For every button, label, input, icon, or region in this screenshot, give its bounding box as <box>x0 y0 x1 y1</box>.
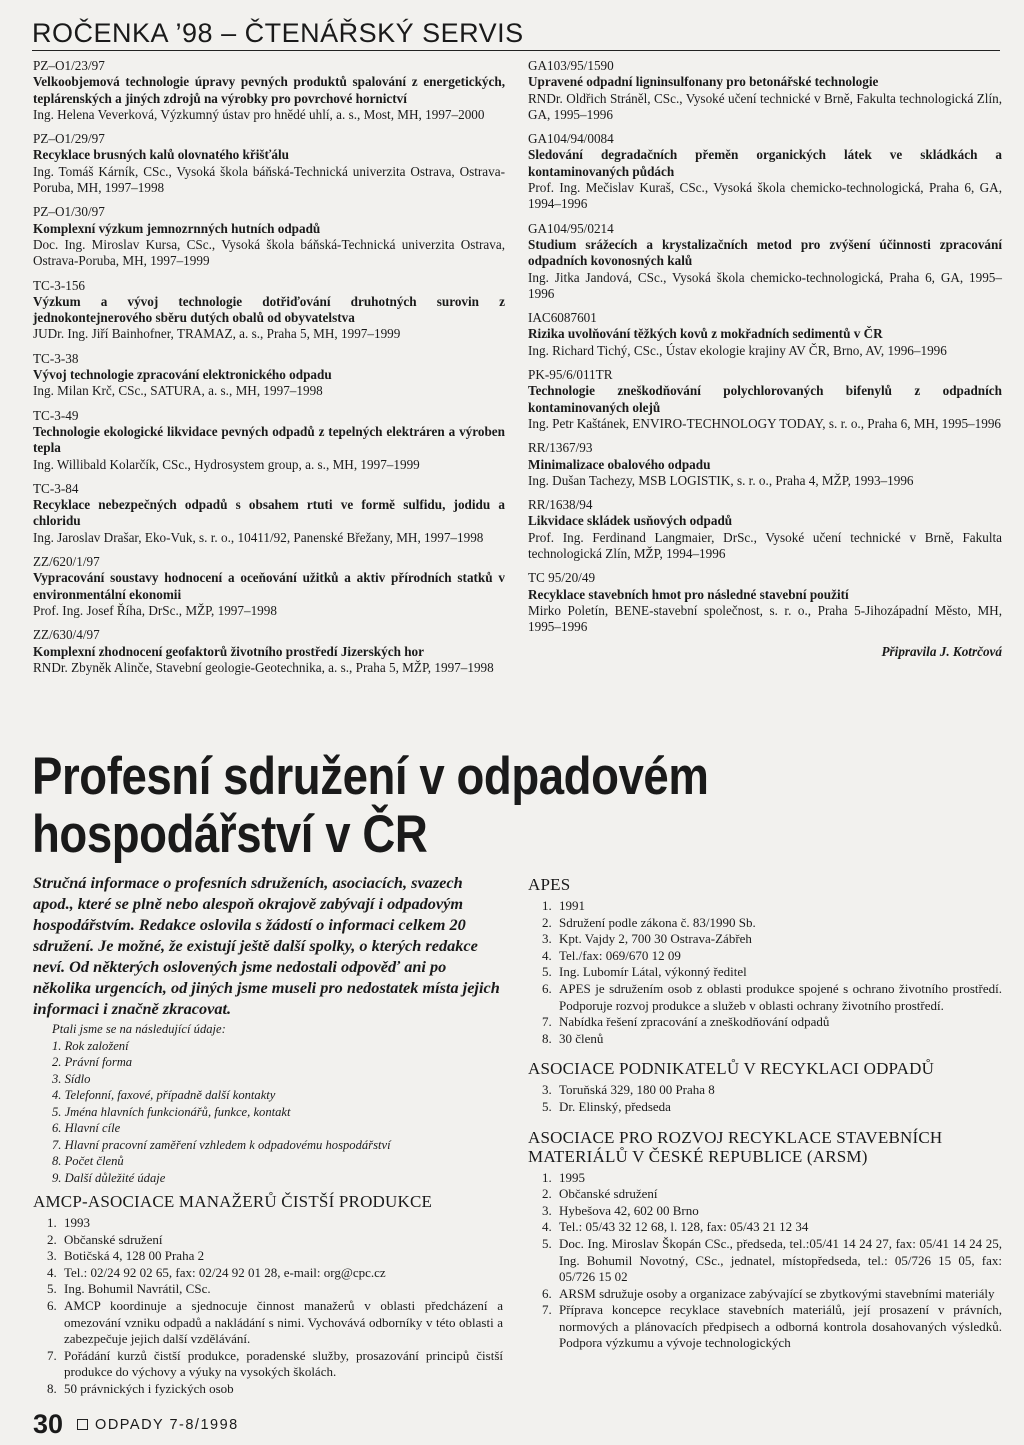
entry-title: Rizika uvolňování těžkých kovů z mokřadních sedimentů v ČR <box>528 326 883 342</box>
entry-author: Ing. Dušan Tachezy, MSB LOGISTIK, s. r. o., Praha 4, MŽP, 1993–1996 <box>528 472 914 488</box>
entry-author: Ing. Jaroslav Drašar, Eko-Vuk, s. r. o., 10411/92, Panenské Břežany, MH, 1997–1998 <box>33 529 484 545</box>
research-entry <box>528 497 1002 562</box>
org-detail: 3. Kpt. Vajdy 2, 700 30 Ostrava-Zábřeh <box>542 931 752 947</box>
entry-author: Prof. Ing. Ferdinand Langmaier, DrSc., Vysoké učení technické v Brně, Fakulta technologická Zlín, MŽP, 1994–1996 <box>528 529 1002 562</box>
question-item: 6. Hlavní cíle <box>52 1121 121 1135</box>
entry-author: Mirko Poletín, BENE-stavební společnost, s. r. o., Praha 5-Jihozápadní Město, MH, 1995–1996 <box>528 602 1002 635</box>
research-entry <box>33 131 505 196</box>
entry-title: Minimalizace obalového odpadu <box>528 456 711 472</box>
entry-code: TC-3-38 <box>33 350 79 366</box>
org-detail: 2. Sdružení podle zákona č. 83/1990 Sb. <box>542 914 756 930</box>
org-detail: 1. 1991 <box>542 898 585 913</box>
entry-title: Studium srážecích a krystalizačních metod pro zvýšení účinnosti zpracování odpadních kovonosných kalů <box>528 236 1002 269</box>
org-arsm <box>528 1128 1002 1353</box>
entry-author: Ing. Richard Tichý, CSc., Ústav ekologie krajiny AV ČR, Brno, AV, 1996–1996 <box>528 342 947 358</box>
research-entry <box>33 351 505 400</box>
entry-title: Recyklace nebezpečných odpadů s obsahem rtuti ve formě sulfidu, jodidu a chloridu <box>33 497 505 529</box>
research-entry <box>33 554 505 619</box>
entry-author: Doc. Ing. Miroslav Kursa, CSc., Vysoká škola báňská-Technická univerzita Ostrava, Ostrava-Poruba, MH, 1997–1999 <box>33 236 505 269</box>
org-detail: 7. Příprava koncepce recyklace stavebních materiálů, její prosazení v právních, normových a plánovacích předpisech a odborná kontrola dosahovaných výsledků. Podpora výzkumu a vývoje technologických <box>542 1302 1002 1351</box>
question-item: 5. Jména hlavních funkcionářů, funkce, kontakt <box>52 1104 291 1119</box>
article-headline <box>32 748 737 864</box>
question-item: 1. Rok založení <box>52 1038 129 1053</box>
entry-author: Ing. Milan Krč, CSc., SATURA, a. s., MH, 1997–1998 <box>33 383 323 399</box>
entry-title: Komplexní výzkum jemnozrnných hutních odpadů <box>33 220 321 236</box>
entry-code: TC-3-84 <box>33 480 79 496</box>
org-amcp <box>33 1192 503 1398</box>
entry-code: GA104/94/0084 <box>528 131 614 147</box>
question-item: 4. Telefonní, faxové, případně další kontakty <box>52 1088 276 1102</box>
org-detail: 8. 50 právnických i fyzických osob <box>47 1380 234 1396</box>
left-research-list <box>33 58 505 684</box>
entry-title: Sledování degradačních přeměn organických látek ve skládkách a kontaminovaných půdách <box>528 147 1002 179</box>
running-head: ROČENKA ’98 – ČTENÁŘSKÝ SERVIS <box>32 18 1000 51</box>
org-detail: 3. Hybešova 42, 602 00 Brno <box>542 1202 699 1218</box>
entry-code: PZ–O1/23/97 <box>33 58 105 73</box>
research-entry <box>528 367 1002 432</box>
entry-title: Výzkum a vývoj technologie dotřiďování druhotných surovin z jednokontejnerového sběru dutých obalů od obyvatelstva <box>33 293 505 326</box>
org-detail: 8. 30 členů <box>542 1030 604 1046</box>
entry-code: PZ–O1/30/97 <box>33 204 105 220</box>
entry-title: Velkoobjemová technologie úpravy pevných produktů spalování z energetických, teplárenských a jiných zdrojů na výrobky pro povrchové hornictví <box>33 74 505 106</box>
org-recycling-entrepreneurs <box>528 1059 1002 1115</box>
page-number: 30 <box>33 1409 64 1439</box>
research-entry <box>33 278 505 343</box>
right-research-list <box>528 58 1002 660</box>
entry-title: Recyklace brusných kalů olovnatého křišťálu <box>33 147 289 163</box>
research-entry <box>33 58 505 123</box>
entry-code: PZ–O1/29/97 <box>33 131 105 147</box>
question-list-intro: Ptali jsme se na následující údaje: <box>52 1022 226 1036</box>
org-details <box>33 1215 503 1398</box>
org-detail: 1. 1995 <box>542 1169 585 1185</box>
article-intro: Stručná informace o profesních sdruženích, asociacích, svazech apod., které se plně nebo alespoň okrajově zabývají i odpadovým hospodářstvím. Redakce oslovila s žádostí o informaci celkem 20 sdružení. Je možné, že existují ještě další spolky, o kterých redakce neví. Od některých oslovených jsme nedostali odpověď ani po několika urgencích, od jiných jsme museli pro nedostatek místa jejich informaci i značně zkracovat. <box>33 873 500 1018</box>
entry-title: Upravené odpadní ligninsulfonany pro betonářské technologie <box>528 74 879 90</box>
entry-author: Ing. Jitka Jandová, CSc., Vysoká škola chemicko-technologická, Praha 6, GA, 1995–1996 <box>528 269 1002 301</box>
org-title: ASOCIACE PODNIKATELŮ V RECYKLACI ODPADŮ <box>528 1059 935 1079</box>
entry-code: TC-3-156 <box>33 277 86 293</box>
org-detail: 7. Nabídka řešení zpracování a zneškodňování odpadů <box>542 1014 830 1030</box>
entry-code: TC 95/20/49 <box>528 570 596 586</box>
entry-author: Ing. Helena Veverková, Výzkumný ústav pro hnědé uhlí, a. s., Most, MH, 1997–2000 <box>33 106 485 122</box>
entry-code: ZZ/630/4/97 <box>33 627 100 643</box>
org-detail: 6. AMCP koordinuje a sjednocuje činnost manažerů v oblasti předcházení a omezování vzniku odpadů a nakládání s nimi. Vychovává odborníky v této oblasti a zabezpečuje jejich další vzdělávání. <box>47 1297 503 1347</box>
org-detail: 5. Ing. Lubomír Látal, výkonný ředitel <box>542 964 747 980</box>
magazine-issue: ODPADY 7-8/1998 <box>95 1416 239 1433</box>
question-list <box>52 1021 502 1186</box>
entry-code: TC-3-49 <box>33 407 79 423</box>
org-details <box>528 1082 1002 1115</box>
headline-line: Profesní sdružení v odpadovém <box>32 747 709 806</box>
org-detail: 6. ARSM sdružuje osoby a organizace zabývající se zbytkovými stavebními materiály <box>542 1285 995 1301</box>
org-detail: 4. Tel.: 05/43 32 12 68, l. 128, fax: 05/43 21 12 34 <box>542 1219 809 1235</box>
org-detail: 3. Botičská 4, 128 00 Praha 2 <box>47 1248 205 1264</box>
entry-title: Technologie ekologické likvidace pevných odpadů z tepelných elektráren a výroben tepla <box>33 423 505 456</box>
research-entry <box>528 310 1002 359</box>
research-entry <box>528 570 1002 635</box>
entry-author: RNDr. Oldřich Stráněl, CSc., Vysoké učení technické v Brně, Fakulta technologická Zlín, GA, 1995–1996 <box>528 90 1002 122</box>
entry-code: PK-95/6/011TR <box>528 367 613 383</box>
org-detail: 7. Pořádání kurzů čistší produkce, poradenské služby, prosazování principů čistší produkce do výchovy a výuky na vysokých školách. <box>47 1347 503 1380</box>
entry-code: GA104/95/0214 <box>528 220 614 236</box>
entry-author: Ing. Tomáš Kárník, CSc., Vysoká škola báňská-Technická univerzita Ostrava, Ostrava-Poruba, MH, 1997–1998 <box>33 163 505 196</box>
entry-code: GA103/95/1590 <box>528 58 614 73</box>
research-entry <box>33 408 505 473</box>
org-details <box>528 1170 1002 1353</box>
research-entry <box>528 440 1002 489</box>
research-entry <box>33 204 505 269</box>
headline-line: hospodářství v ČR <box>32 805 428 864</box>
entry-title: Komplexní zhodnocení geofaktorů životního prostředí Jizerských hor <box>33 643 424 659</box>
org-title: AMCP-ASOCIACE MANAŽERŮ ČISTŠÍ PRODUKCE <box>33 1192 433 1211</box>
question-item: 3. Sídlo <box>52 1071 91 1086</box>
entry-title: Vypracování soustavy hodnocení a oceňování užitků a aktiv přírodních statků v environmentální ekonomii <box>33 570 505 602</box>
entry-title: Likvidace skládek usňových odpadů <box>528 513 733 529</box>
org-detail: 2. Občanské sdružení <box>542 1186 658 1202</box>
org-title: ASOCIACE PRO ROZVOJ RECYKLACE STAVEBNÍCH MATERIÁLŮ V ČESKÉ REPUBLICE (ARSM) <box>528 1127 943 1166</box>
research-entry <box>528 131 1002 212</box>
entry-code: IAC6087601 <box>528 310 597 326</box>
research-entry <box>528 221 1002 302</box>
question-items <box>52 1038 502 1187</box>
org-details <box>528 898 1002 1047</box>
question-item: 7. Hlavní pracovní zaměření vzhledem k odpadovému hospodářství <box>52 1137 391 1152</box>
org-detail: 5. Dr. Elinský, předseda <box>542 1098 671 1114</box>
entry-author: RNDr. Zbyněk Alinče, Stavební geologie-Geotechnika, a. s., Praha 5, MŽP, 1997–1998 <box>33 659 494 675</box>
research-entry <box>33 481 505 546</box>
page-footer <box>33 1409 239 1440</box>
author-signature: Připravila J. Kotrčová <box>881 643 1002 659</box>
org-detail: 5. Doc. Ing. Miroslav Škopán CSc., předseda, tel.:05/41 14 24 27, fax: 05/41 14 24 25, Ing. Bohumil Novotný, CSc., jednatel, místopředseda, tel.: 05/726 15 05, fax: 05/726 15 02 <box>542 1235 1002 1285</box>
entry-code: RR/1638/94 <box>528 497 593 513</box>
question-item: 2. Právní forma <box>52 1055 133 1069</box>
org-detail: 4. Tel./fax: 069/670 12 09 <box>542 947 681 963</box>
entry-title: Vývoj technologie zpracování elektronického odpadu <box>33 367 332 383</box>
square-bullet-icon <box>77 1419 88 1430</box>
entry-author: Ing. Petr Kaštánek, ENVIRO-TECHNOLOGY TODAY, s. r. o., Praha 6, MH, 1995–1996 <box>528 415 1002 431</box>
research-entry <box>33 627 505 676</box>
entry-code: ZZ/620/1/97 <box>33 554 100 570</box>
question-item: 9. Další důležité údaje <box>52 1170 166 1185</box>
org-detail: 2. Občanské sdružení <box>47 1231 163 1247</box>
entry-title: Technologie zneškodňování polychlorovaných bifenylů z odpadních kontaminovaných olejů <box>528 383 1002 415</box>
entry-author: Ing. Willibald Kolarčík, CSc., Hydrosystem group, a. s., MH, 1997–1999 <box>33 456 420 472</box>
org-detail: 6. APES je sdružením osob z oblasti produkce spojené s ochrano životního prostředí. Podporuje rozvoj produkce a služeb v oblasti ochrany životního prostředí. <box>542 980 1002 1013</box>
entry-title: Recyklace stavebních hmot pro následné stavební použití <box>528 586 849 602</box>
entry-author: Prof. Ing. Josef Říha, DrSc., MŽP, 1997–1998 <box>33 602 277 618</box>
entry-author: JUDr. Ing. Jiří Bainhofner, TRAMAZ, a. s., Praha 5, MH, 1997–1999 <box>33 326 401 342</box>
org-detail: 4. Tel.: 02/24 92 02 65, fax: 02/24 92 01 28, e-mail: org@cpc.cz <box>47 1264 386 1280</box>
org-detail: 5. Ing. Bohumil Navrátil, CSc. <box>47 1281 211 1297</box>
entry-code: RR/1367/93 <box>528 440 593 456</box>
question-item: 8. Počet členů <box>52 1154 124 1168</box>
entry-author: Prof. Ing. Mečislav Kuraš, CSc., Vysoká škola chemicko-technologická, Praha 6, GA, 1994–1996 <box>528 180 1002 212</box>
org-detail: 3. Toruňská 329, 180 00 Praha 8 <box>542 1082 715 1098</box>
org-detail: 1. 1993 <box>47 1215 90 1230</box>
org-title: APES <box>528 875 571 894</box>
right-org-column <box>528 875 1002 1364</box>
org-apes <box>528 875 1002 1047</box>
research-entry <box>528 58 1002 123</box>
